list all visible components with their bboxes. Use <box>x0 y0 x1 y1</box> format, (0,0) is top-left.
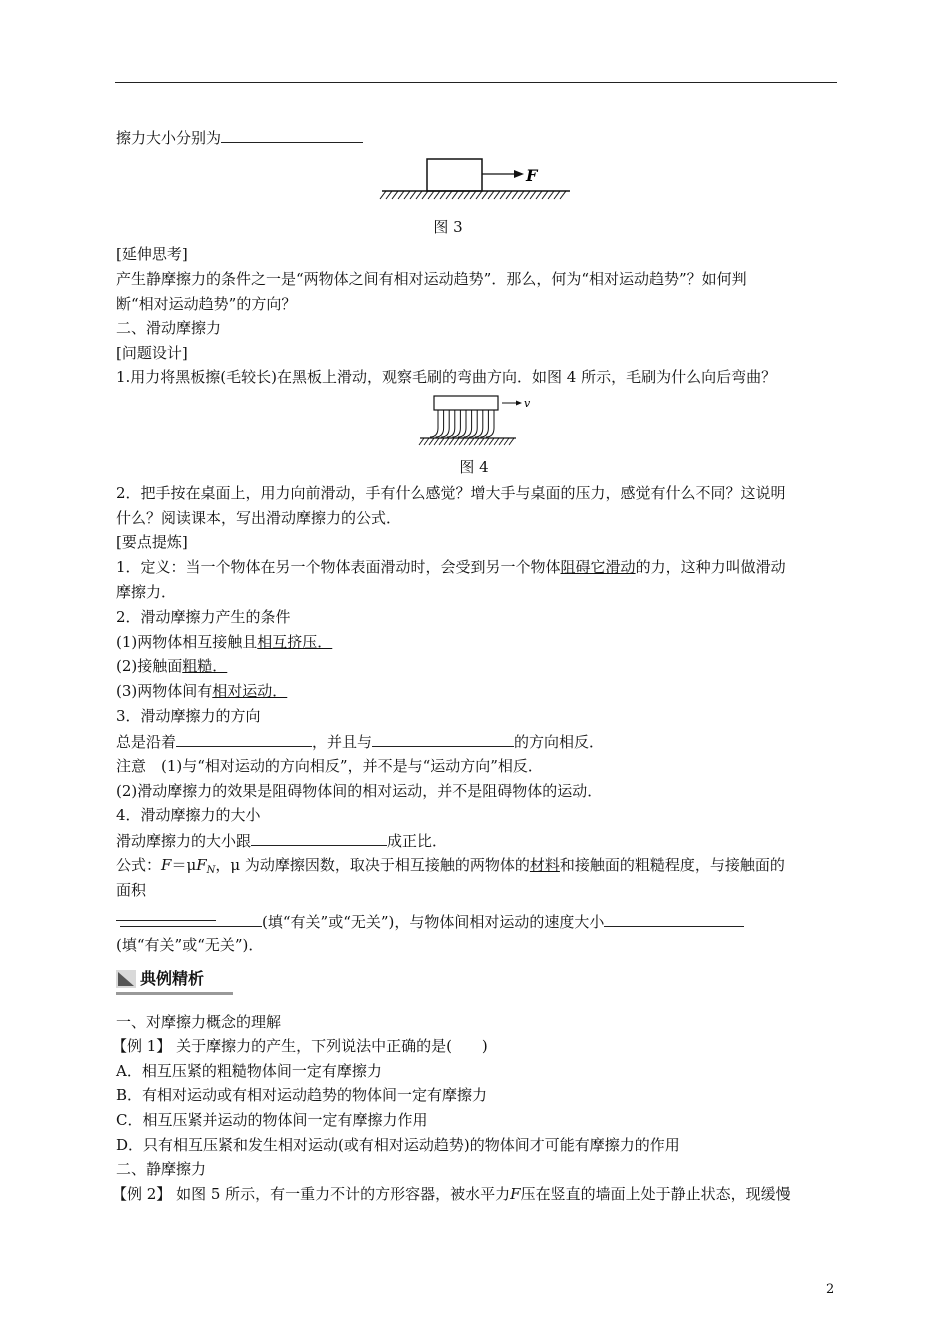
text: 【例 2】 如图 5 所示，有一重力不计的方形容器，被水平力 <box>112 1185 511 1203</box>
text-line: 2．把手按在桌面上，用力向前滑动，手有什么感觉？增大手与桌面的压力，感觉有什么不同？这说明 <box>116 484 786 502</box>
text: 和接触面的粗糙程度，与接触面的 <box>559 856 785 874</box>
ground-hatch-line <box>429 438 434 445</box>
ground-hatch-line <box>392 191 398 199</box>
option-a: A．相互压紧的粗糙物体间一定有摩擦力 <box>116 1062 382 1080</box>
ground-hatch-line <box>548 191 554 199</box>
text: 压在竖直的墙面上处于静止状态，现缓慢 <box>520 1185 791 1203</box>
text-line: (2)滑动摩擦力的效果是阻碍物体间的相对运动，并不是阻碍物体的运动． <box>116 782 603 800</box>
answer-blank <box>176 731 312 747</box>
text-line: 什么？阅读课本，写出滑动摩擦力的公式． <box>116 509 402 527</box>
ground-hatch-line <box>444 438 449 445</box>
ground-hatch-line <box>434 438 439 445</box>
text-line <box>116 681 287 701</box>
text: 滑动摩擦力的大小跟 <box>116 832 252 850</box>
text-line: 断“相对运动趋势”的方向？ <box>116 295 297 313</box>
text-line: 4．滑动摩擦力的大小 <box>116 806 261 824</box>
text: (2)接触面 <box>116 657 183 675</box>
text: (1)两物体相互接触且 <box>116 633 258 651</box>
ground-hatch-line <box>454 438 459 445</box>
ground-hatch-line <box>404 191 410 199</box>
ground-hatch-line <box>386 191 392 199</box>
answer-blank <box>120 911 262 927</box>
text: 的力，这种力叫做滑动 <box>635 558 786 576</box>
text-line: 注意 (1)与“相对运动的方向相反”，并不是与“运动方向”相反． <box>116 757 543 775</box>
ground-hatch-line <box>494 438 499 445</box>
underlined-answer: 材料 <box>529 856 560 874</box>
ground-hatch-line <box>530 191 536 199</box>
text: 1．定义：当一个物体在另一个物体表面滑动时，会受到另一个物体 <box>116 558 561 576</box>
text: 的方向相反． <box>514 733 605 751</box>
section-header-title: 典例精析 <box>140 969 205 988</box>
ground-hatch-line <box>500 191 506 199</box>
ground-hatch-line <box>560 191 566 199</box>
header-rule <box>115 82 837 83</box>
option-b: B．有相对运动或有相对运动趋势的物体间一定有摩擦力 <box>116 1086 488 1104</box>
section-header-rule <box>116 992 233 995</box>
text-line <box>116 731 604 752</box>
text-line: 产生静摩擦力的条件之一是“两物体之间有相对运动趋势”．那么，何为“相对运动趋势”？如何判 <box>116 270 747 288</box>
section-header <box>116 968 233 990</box>
text: ，μ 为动摩擦因数，取决于相互接触的两物体的 <box>215 856 530 874</box>
text: (3)两物体间有 <box>116 682 213 700</box>
ground-hatch-line <box>494 191 500 199</box>
ground-hatch-line <box>428 191 434 199</box>
ground-hatch-line <box>554 191 560 199</box>
underlined-answer: 粗糙． <box>182 657 228 675</box>
text-line: [问题设计] <box>116 344 188 362</box>
ground-hatch-line <box>464 191 470 199</box>
page-number: 2 <box>826 1282 835 1297</box>
answer-blank <box>251 830 387 846</box>
text-line: 摩擦力． <box>116 583 177 601</box>
text-line: 2．滑动摩擦力产生的条件 <box>116 608 291 626</box>
underlined-answer: 相互挤压． <box>257 633 333 651</box>
ground-hatch-line <box>476 191 482 199</box>
ground-hatch-line <box>410 191 416 199</box>
text: (填“有关”或“无关”)，与物体间相对运动的速度大小 <box>262 913 605 931</box>
ground-hatch-line <box>419 438 424 445</box>
ground-hatch-line <box>424 438 429 445</box>
text: 面积 <box>116 881 147 899</box>
ground-hatch-line <box>469 438 474 445</box>
ground-hatch-line <box>512 191 518 199</box>
option-d: D．只有相互压紧和发生相对运动(或有相对运动趋势)的物体间才可能有摩擦力的作用 <box>116 1136 680 1154</box>
underlined-answer: 相对运动． <box>212 682 288 700</box>
ground-hatch-line <box>504 438 509 445</box>
ground-hatch-line <box>506 191 512 199</box>
ground-hatch-line <box>470 191 476 199</box>
force-label: F <box>526 166 538 185</box>
text-line <box>116 127 363 148</box>
question-stem: 【例 1】 关于摩擦力的产生，下列说法中正确的是( ) <box>112 1037 488 1055</box>
text-line <box>116 632 332 652</box>
ground-hatch-line <box>482 191 488 199</box>
ground-hatch-line <box>474 438 479 445</box>
brush-bristle <box>430 410 438 437</box>
ground-hatch-line <box>524 191 530 199</box>
formula-symbol: F <box>161 856 172 874</box>
ground-hatch-line <box>452 191 458 199</box>
velocity-label: v <box>524 397 531 410</box>
text-line <box>120 911 744 932</box>
ground-hatch-line <box>416 191 422 199</box>
ground-hatch-line <box>398 191 404 199</box>
text-line <box>116 880 146 900</box>
text: 成正比． <box>387 832 448 850</box>
formula-line <box>116 855 785 881</box>
ground-hatch-line <box>439 438 444 445</box>
ground-hatch-line <box>440 191 446 199</box>
text: 擦力大小分别为 <box>116 129 222 147</box>
figure-4-caption: 图 4 <box>459 458 489 476</box>
text-line: [延伸思考] <box>116 245 188 263</box>
figure-3-block-diagram <box>378 152 574 208</box>
ground-hatch-line <box>499 438 504 445</box>
underlined-answer: 阻碍它滑动 <box>560 558 636 576</box>
triangle-icon <box>116 970 136 988</box>
option-c: C．相互压紧并运动的物体间一定有摩擦力作用 <box>116 1111 428 1129</box>
text-line: [要点提炼] <box>116 533 188 551</box>
formula-symbol: F <box>510 1185 521 1203</box>
text: ＝μ <box>171 856 197 874</box>
section-title: 二、静摩擦力 <box>116 1160 207 1178</box>
ground-hatch-line <box>446 191 452 199</box>
text: ，并且与 <box>312 733 373 751</box>
answer-blank <box>604 911 744 927</box>
ground-hatch-line <box>489 438 494 445</box>
text-line: 3．滑动摩擦力的方向 <box>116 707 261 725</box>
section-title: 二、滑动摩擦力 <box>116 319 222 337</box>
ground-hatch-line <box>380 191 386 199</box>
text-line <box>116 656 227 676</box>
figure-3-caption: 图 3 <box>433 218 463 236</box>
ground-hatch-line <box>459 438 464 445</box>
text: 公式： <box>116 856 162 874</box>
ground-hatch-line <box>484 438 489 445</box>
formula-subscript: N <box>206 865 216 876</box>
ground-hatch-line <box>464 438 469 445</box>
answer-blank <box>372 731 514 747</box>
ground-hatch-line <box>458 191 464 199</box>
ground-hatch-line <box>449 438 454 445</box>
question-stem <box>112 1184 791 1204</box>
ground-hatch-line <box>479 438 484 445</box>
text: 总是沿着 <box>116 733 177 751</box>
ground-hatch-line <box>536 191 542 199</box>
answer-blank <box>221 127 363 143</box>
ground-hatch-line <box>542 191 548 199</box>
ground-hatch-line <box>488 191 494 199</box>
text-line: (填“有关”或“无关”)． <box>116 936 264 954</box>
ground-hatch-line <box>422 191 428 199</box>
ground-hatch-line <box>509 438 514 445</box>
text-line <box>116 557 786 577</box>
formula-symbol: F <box>196 856 207 874</box>
text-line <box>116 830 447 851</box>
ground-hatch-line <box>518 191 524 199</box>
section-title: 一、对摩擦力概念的理解 <box>116 1013 282 1031</box>
text-line: 1.用力将黑板擦(毛较长)在黑板上滑动，观察毛刷的弯曲方向．如图 4 所示，毛刷为什么向后弯曲？ <box>116 368 777 386</box>
figure-4-brush-diagram <box>418 394 536 450</box>
ground-hatch-line <box>434 191 440 199</box>
